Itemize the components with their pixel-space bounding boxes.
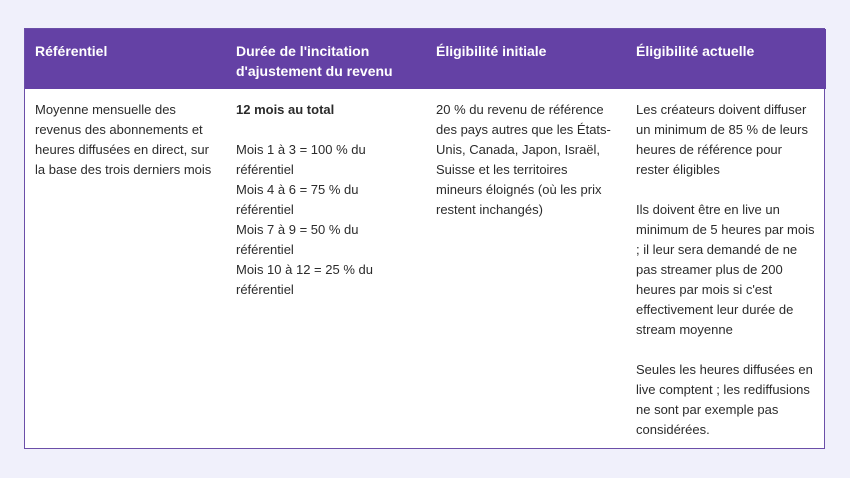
- current-eligibility-paragraph: Les créateurs doivent diffuser un minimum de 85 % de leurs heures de référence pour rester éligibles: [636, 102, 808, 177]
- duration-steps: [236, 140, 416, 300]
- cell-baseline: Moyenne mensuelle des revenus des abonnements et heures diffusées en direct, sur la base des trois derniers mois: [35, 102, 212, 177]
- current-eligibility-paragraph: Seules les heures diffusées en live comptent ; les rediffusions ne sont par exemple pas considérées.: [636, 362, 813, 437]
- cell-current-eligibility: [626, 89, 826, 450]
- table-body: [25, 89, 826, 450]
- duration-step: Mois 7 à 9 = 50 % du référentiel: [236, 222, 359, 257]
- header-current-eligibility: Éligibilité actuelle: [636, 43, 755, 59]
- duration-total: 12 mois au total: [236, 102, 335, 117]
- table-header: [25, 29, 826, 89]
- table-row: [25, 89, 826, 450]
- header-initial-eligibility: Éligibilité initiale: [436, 43, 547, 59]
- revenue-adjustment-table: [24, 28, 825, 449]
- cell-duration: [226, 89, 426, 450]
- duration-step: Mois 1 à 3 = 100 % du référentiel: [236, 142, 366, 177]
- current-eligibility-paragraph: Ils doivent être en live un minimum de 5 heures par mois ; il leur sera demandé de ne pas streamer plus de 200 heures par mois si c'est effectivement leur durée de stream moyenne: [636, 202, 815, 337]
- table: [25, 29, 826, 450]
- table-header-row: [25, 29, 826, 89]
- header-baseline: Référentiel: [35, 43, 108, 59]
- duration-step: Mois 4 à 6 = 75 % du référentiel: [236, 182, 359, 217]
- cell-initial-eligibility: 20 % du revenu de référence des pays autres que les États-Unis, Canada, Japon, Israël, Suisse et les territoires mineurs éloignés (où les prix restent inchangés): [436, 102, 611, 217]
- duration-step: Mois 10 à 12 = 25 % du référentiel: [236, 262, 373, 297]
- header-duration: Durée de l'incitation d'ajustement du revenu: [236, 43, 393, 79]
